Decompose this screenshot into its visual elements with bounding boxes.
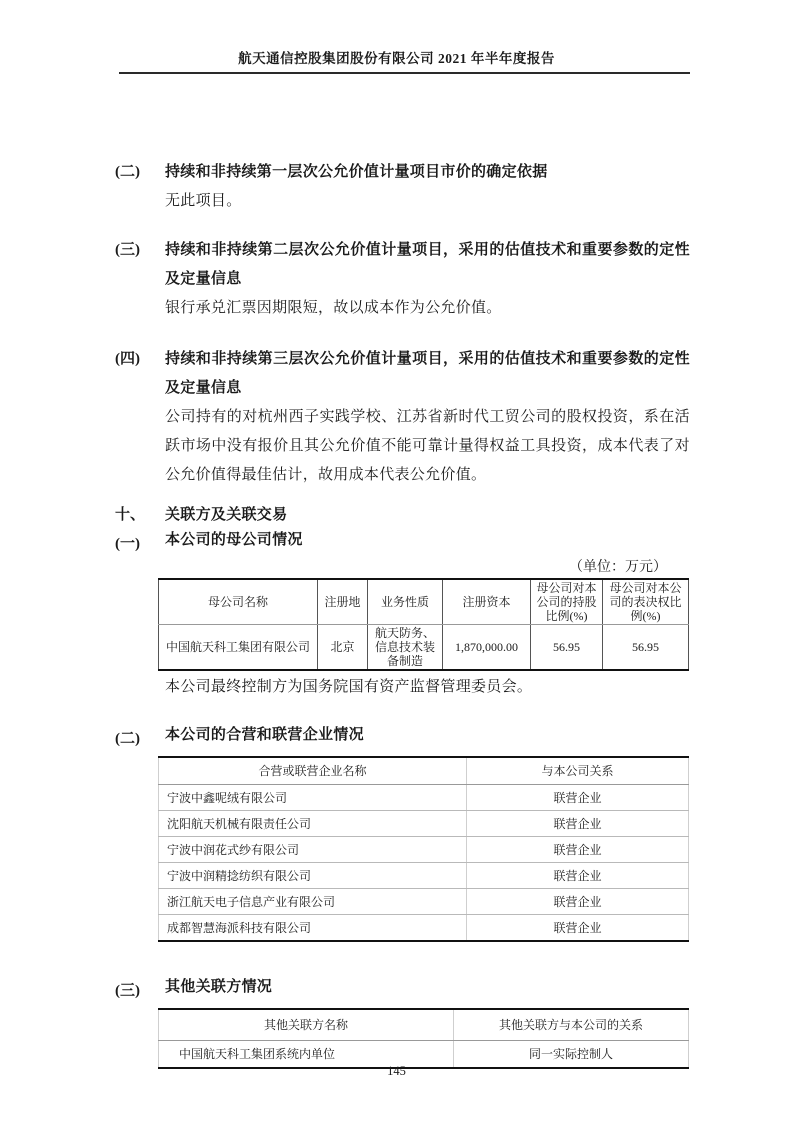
table-row	[159, 785, 689, 811]
table-header-row	[159, 1009, 689, 1041]
cell-other-party-name: 中国航天科工集团系统内单位	[159, 1041, 454, 1069]
section-other-related-parties	[115, 977, 690, 1006]
cell-parent-name: 中国航天科工集团有限公司	[159, 625, 318, 671]
cell-shareholding-ratio: 56.95	[531, 625, 603, 671]
section-heading: 持续和非持续第一层次公允价值计量项目市价的确定依据	[165, 164, 548, 180]
section-parent-company	[115, 530, 690, 559]
header-cell-other-party-relationship: 其他关联方与本公司的关系	[454, 1009, 689, 1041]
section-number: 十、	[115, 507, 146, 523]
section-number: (一)	[115, 536, 140, 552]
ultimate-controller-note: 本公司最终控制方为国务院国有资产监督管理委员会。	[165, 679, 533, 695]
header-cell-voting-ratio: 母公司对本公司的表决权比例(%)	[603, 579, 689, 625]
unit-label: （单位：万元）	[569, 560, 667, 575]
section-number: (二)	[115, 731, 140, 747]
section-number: (二)	[115, 164, 140, 180]
section-heading: 其他关联方情况	[165, 979, 273, 995]
section-heading: 本公司的母公司情况	[165, 532, 303, 548]
header-cell-parent-name: 母公司名称	[159, 579, 318, 625]
cell-associate-name: 沈阳航天机械有限责任公司	[159, 811, 467, 837]
header-cell-relationship: 与本公司关系	[467, 757, 689, 785]
cell-registration-place: 北京	[318, 625, 368, 671]
table-row	[159, 625, 689, 671]
header-divider	[119, 72, 690, 74]
page-number: 145	[387, 1064, 406, 1078]
table-row	[159, 915, 689, 942]
section-body: 公司持有的对杭州西子实践学校、江苏省新时代工贸公司的股权投资，系在活跃市场中没有报价且其公允价值不能可靠计量得权益工具投资，成本代表了对公允价值得最佳估计，故用成本代表公允价值。	[165, 409, 690, 483]
parent-company-table	[158, 578, 689, 671]
associates-table	[158, 756, 689, 942]
section-heading: 持续和非持续第三层次公允价值计量项目，采用的估值技术和重要参数的定性及定量信息	[165, 351, 690, 396]
section-fair-value-level2	[115, 236, 690, 323]
table-row	[159, 811, 689, 837]
cell-relationship: 联营企业	[467, 837, 689, 863]
cell-voting-ratio: 56.95	[603, 625, 689, 671]
section-fair-value-level1	[115, 158, 690, 216]
header-cell-registered-capital: 注册资本	[443, 579, 531, 625]
table-row	[159, 837, 689, 863]
document-header-title: 航天通信控股集团股份有限公司 2021 年半年度报告	[238, 51, 555, 66]
cell-business-nature: 航天防务、信息技术装备制造	[368, 625, 443, 671]
header-cell-associate-name: 合营或联营企业名称	[159, 757, 467, 785]
cell-registered-capital: 1,870,000.00	[443, 625, 531, 671]
header-cell-business-nature: 业务性质	[368, 579, 443, 625]
cell-associate-name: 浙江航天电子信息产业有限公司	[159, 889, 467, 915]
cell-relationship: 联营企业	[467, 785, 689, 811]
table-row	[159, 889, 689, 915]
header-cell-other-party-name: 其他关联方名称	[159, 1009, 454, 1041]
table-row	[159, 863, 689, 889]
header-cell-shareholding-ratio: 母公司对本公司的持股比例(%)	[531, 579, 603, 625]
cell-associate-name: 成都智慧海派科技有限公司	[159, 915, 467, 942]
table-header-row	[159, 757, 689, 785]
header-cell-registration-place: 注册地	[318, 579, 368, 625]
section-heading: 本公司的合营和联营企业情况	[165, 727, 364, 743]
cell-relationship: 联营企业	[467, 915, 689, 942]
section-number: (三)	[115, 983, 140, 999]
section-body: 银行承兑汇票因期限短，故以成本作为公允价值。	[165, 300, 502, 316]
section-number: (三)	[115, 242, 140, 258]
section-fair-value-level3	[115, 345, 690, 490]
other-related-parties-table	[158, 1008, 689, 1069]
cell-relationship: 联营企业	[467, 811, 689, 837]
section-body: 无此项目。	[165, 193, 242, 209]
section-number: (四)	[115, 351, 140, 367]
section-heading: 持续和非持续第二层次公允价值计量项目，采用的估值技术和重要参数的定性及定量信息	[165, 242, 690, 287]
section-associates	[115, 725, 690, 754]
cell-associate-name: 宁波中润花式纱有限公司	[159, 837, 467, 863]
cell-relationship: 联营企业	[467, 889, 689, 915]
cell-associate-name: 宁波中鑫呢绒有限公司	[159, 785, 467, 811]
section-related-parties	[115, 501, 690, 530]
cell-other-party-relationship: 同一实际控制人	[454, 1041, 689, 1069]
table-header-row	[159, 579, 689, 625]
section-heading: 关联方及关联交易	[165, 507, 288, 523]
cell-associate-name: 宁波中润精捻纺织有限公司	[159, 863, 467, 889]
cell-relationship: 联营企业	[467, 863, 689, 889]
